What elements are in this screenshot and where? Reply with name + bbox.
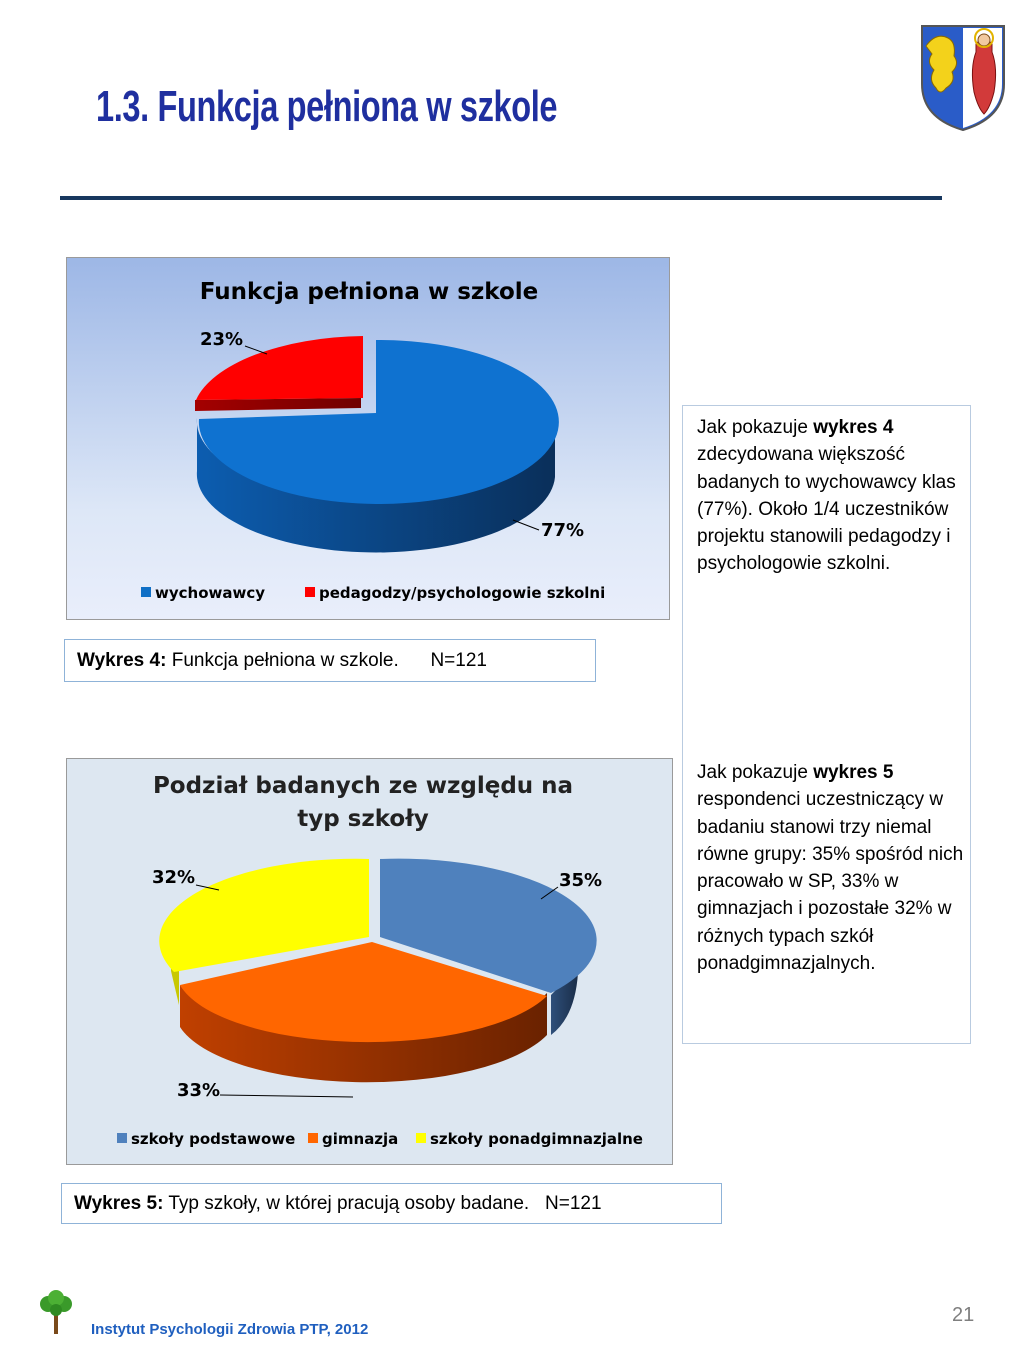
p2-text-end: respondenci uczestniczący w badaniu stanowi trzy niemal równe grupy: 35% spośród nich pracowało w SP, 33% w gimnazjach i pozostałe 32% w różnych typach szkół ponadgimnazjalnych. — [697, 789, 964, 975]
chart-function-in-school — [66, 257, 670, 620]
coat-of-arms-icon — [918, 22, 1008, 132]
tree-logo-icon — [38, 1290, 74, 1336]
chart-1-caption-prefix: Wykres 4: — [77, 649, 167, 671]
chart-1-caption-text: Funkcja pełniona w szkole. N=121 — [166, 649, 487, 671]
description-paragraph-1 — [697, 414, 967, 578]
chart-2-caption-prefix: Wykres 5: — [74, 1192, 164, 1214]
chart-2-title-line-1: Podział badanych ze względu na — [152, 773, 574, 799]
legend-swatch-podstawowe — [117, 1133, 127, 1143]
p2-bold-ref: wykres 5 — [813, 762, 894, 783]
title-divider — [60, 196, 942, 200]
footer-institute: Instytut Psychologii Zdrowia PTP, 2012 — [91, 1321, 369, 1338]
legend-swatch-pedagodzy — [305, 587, 315, 597]
leader-line-77 — [513, 520, 539, 530]
chart-2-svg — [67, 759, 674, 1166]
p2-text-start: Jak pokazuje — [697, 762, 814, 783]
chart-school-type — [66, 758, 673, 1165]
legend-label-wychowawcy: wychowawcy — [155, 584, 266, 602]
p1-text-end: zdecydowana większość badanych to wychowawcy klas (77%). Około 1/4 uczestników projektu stanowili pedagodzy i psychologowie szkolni. — [697, 444, 956, 575]
legend-swatch-gimnazja — [308, 1133, 318, 1143]
description-paragraph-2 — [697, 759, 967, 977]
legend-label-ponadgimnazjalne: szkoły ponadgimnazjalne — [430, 1130, 643, 1148]
p1-bold-ref: wykres 4 — [813, 417, 894, 438]
legend-swatch-wychowawcy — [141, 587, 151, 597]
data-label-32: 32% — [152, 867, 196, 888]
page-number: 21 — [952, 1304, 975, 1326]
chart-2-caption — [61, 1183, 722, 1224]
legend-swatch-ponadgimnazjalne — [416, 1133, 426, 1143]
leader-line-33 — [220, 1095, 353, 1097]
pie-slice-pedagodzy-side — [195, 398, 361, 411]
p1-text-start: Jak pokazuje — [697, 417, 814, 438]
description-box — [682, 405, 971, 1044]
chart-1-title: Funkcja pełniona w szkole — [199, 279, 539, 305]
data-label-33: 33% — [177, 1080, 221, 1101]
slide-title: 1.3. Funkcja pełniona w szkole — [96, 82, 558, 131]
legend-label-pedagodzy: pedagodzy/psychologowie szkolni — [319, 584, 606, 602]
chart-2-title-line-2: typ szkoły — [297, 806, 429, 832]
legend-label-podstawowe: szkoły podstawowe — [131, 1130, 296, 1148]
legend-label-gimnazja: gimnazja — [322, 1130, 399, 1148]
leader-line-23 — [245, 346, 267, 354]
chart-1-caption — [64, 639, 596, 682]
chart-2-caption-text: Typ szkoły, w której pracują osoby badane. N=121 — [163, 1192, 602, 1214]
data-label-23: 23% — [200, 329, 244, 350]
chart-1-svg — [67, 258, 671, 621]
data-label-35: 35% — [559, 870, 603, 891]
data-label-77: 77% — [541, 520, 585, 541]
